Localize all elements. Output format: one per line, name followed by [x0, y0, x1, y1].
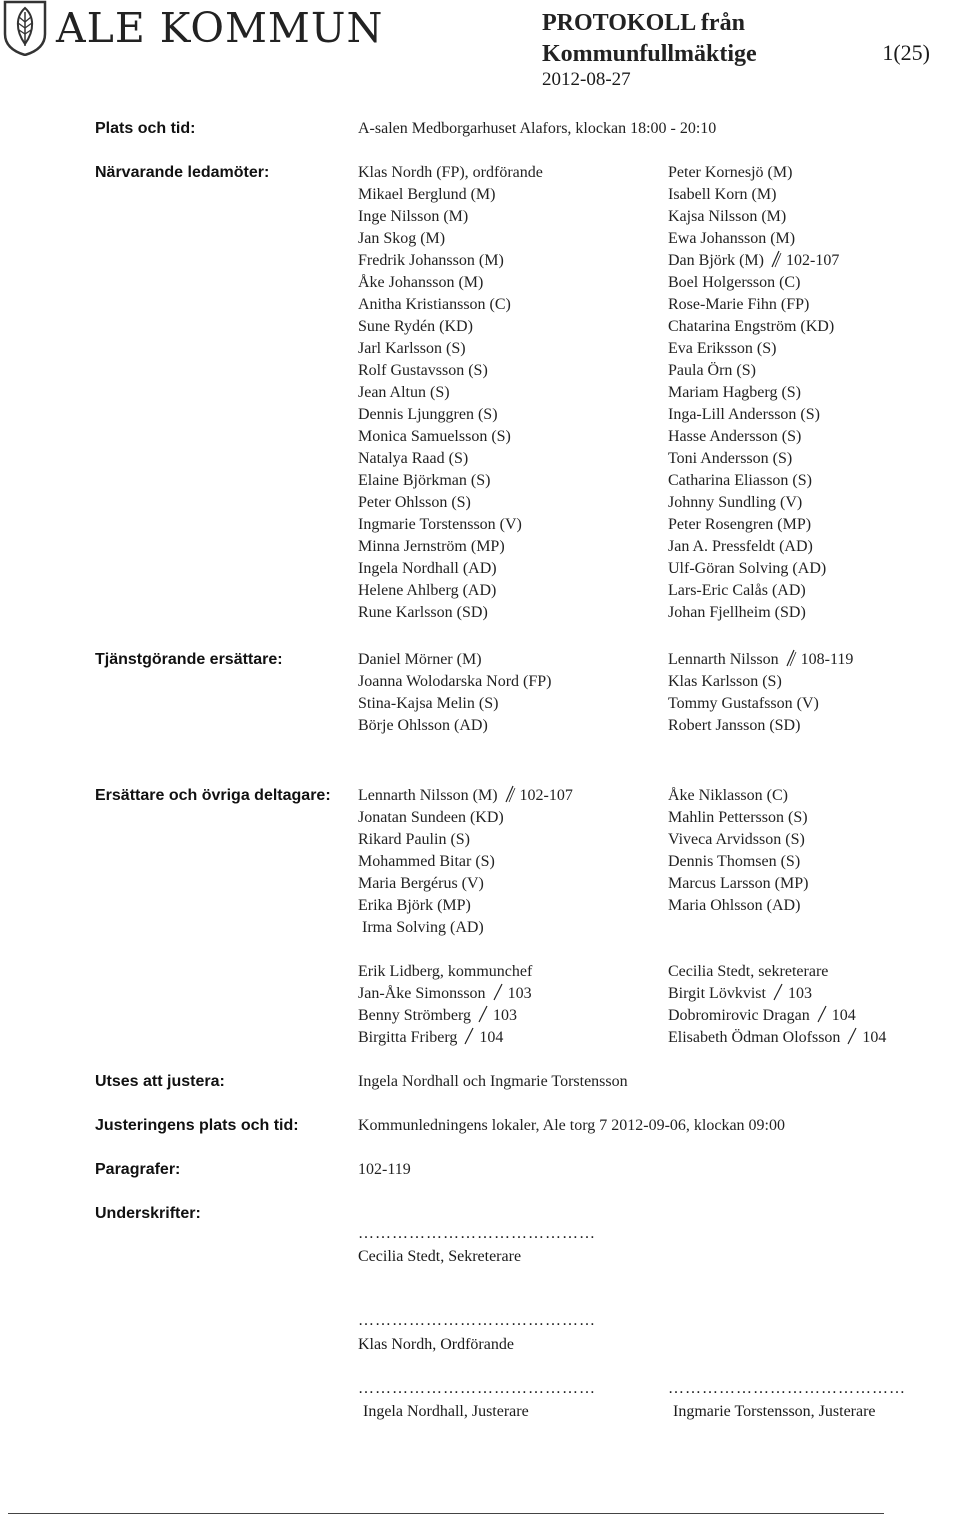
list-item: Erik Lidberg, kommunchef — [358, 963, 533, 980]
list-item: Mariam Hagberg (S) — [668, 384, 801, 401]
others-list-col2 — [668, 785, 808, 917]
paragraph-icon — [477, 1005, 489, 1023]
paragraph-number: 103 — [787, 985, 812, 1002]
list-item: Catharina Eliasson (S) — [668, 472, 812, 489]
list-item: Mohammed Bitar (S) — [358, 853, 495, 870]
members-label: Närvarande ledamöter: — [95, 164, 270, 181]
list-item: Johnny Sundling (V) — [668, 494, 803, 511]
list-item: Rune Karlsson (SD) — [358, 604, 488, 621]
signature-line: …………………………………… — [358, 1380, 596, 1397]
staff-list-col1 — [358, 961, 532, 1049]
list-item: Mikael Berglund (M) — [358, 186, 496, 203]
list-item — [668, 1005, 886, 1027]
paragraphs-label: Paragrafer: — [95, 1161, 181, 1178]
list-item: Åke Johansson (M) — [358, 274, 484, 291]
signature-line: …………………………………… — [358, 1312, 596, 1329]
list-item: Klas Nordh (FP), ordförande — [358, 164, 543, 181]
list-item: Ewa Johansson (M) — [668, 230, 796, 247]
list-item: Maria Bergérus (V) — [358, 875, 484, 892]
place-time-value: A-salen Medborgarhuset Alafors, klockan 18:00 - 20:10 — [358, 120, 717, 137]
paragraph-number: 103 — [507, 985, 532, 1002]
list-item-name: Lennarth Nilsson (M) — [358, 787, 498, 804]
list-item: Daniel Mörner (M) — [358, 651, 482, 668]
signature-line: …………………………………… — [668, 1380, 906, 1397]
list-item: Toni Andersson (S) — [668, 450, 793, 467]
list-item-name: Birgit Lövkvist — [668, 985, 766, 1002]
paragraph-number: 104 — [831, 1007, 856, 1024]
list-item: Inge Nilsson (M) — [358, 208, 469, 225]
protocol-title-line2: Kommunfullmäktige — [542, 41, 757, 67]
list-item: Ulf-Göran Solving (AD) — [668, 560, 827, 577]
list-item: Irma Solving (AD) — [358, 919, 484, 936]
adjust-place-label: Justeringens plats och tid: — [95, 1117, 299, 1134]
list-item — [358, 1005, 532, 1027]
list-item: Sune Rydén (KD) — [358, 318, 473, 335]
list-item-name: Elisabeth Ödman Olofsson — [668, 1029, 841, 1046]
list-item: Åke Niklasson (C) — [668, 787, 788, 804]
paragraph-range: 108-119 — [800, 651, 854, 668]
list-item: Tommy Gustafsson (V) — [668, 695, 819, 712]
list-item: Paula Örn (S) — [668, 362, 756, 379]
list-item — [668, 1027, 886, 1049]
list-item: Cecilia Stedt, sekreterare — [668, 963, 829, 980]
list-item: Ingmarie Torstensson (V) — [358, 516, 522, 533]
signatures-label: Underskrifter: — [95, 1205, 201, 1222]
list-item: Viveca Arvidsson (S) — [668, 831, 805, 848]
list-item: Monica Samuelsson (S) — [358, 428, 511, 445]
list-item-name: Lennarth Nilsson — [668, 651, 779, 668]
footer-divider — [8, 1513, 884, 1514]
list-item: Isabell Korn (M) — [668, 186, 777, 203]
list-item: Jonatan Sundeen (KD) — [358, 809, 504, 826]
list-item: Kajsa Nilsson (M) — [668, 208, 787, 225]
list-item: Jan Skog (M) — [358, 230, 446, 247]
list-item — [358, 785, 573, 807]
list-item: Minna Jernström (MP) — [358, 538, 505, 555]
adjust-label: Utses att justera: — [95, 1073, 225, 1090]
list-item: Rikard Paulin (S) — [358, 831, 470, 848]
list-item: Boel Holgersson (C) — [668, 274, 801, 291]
list-item: Rolf Gustavsson (S) — [358, 362, 488, 379]
list-item-name: Dan Björk (M) — [668, 252, 764, 269]
staff-list-col2 — [668, 961, 886, 1049]
list-item: Dennis Thomsen (S) — [668, 853, 801, 870]
list-item: Marcus Larsson (MP) — [668, 875, 809, 892]
others-list-col1 — [358, 785, 573, 939]
list-item: Mahlin Pettersson (S) — [668, 809, 808, 826]
list-item: Helene Ahlberg (AD) — [358, 582, 497, 599]
page-number: 1(25) — [882, 40, 930, 65]
org-name: ALE KOMMUN — [56, 4, 384, 52]
list-item — [668, 250, 839, 272]
place-time-label: Plats och tid: — [95, 120, 196, 137]
list-item: Johan Fjellheim (SD) — [668, 604, 806, 621]
list-item: Anitha Kristiansson (C) — [358, 296, 511, 313]
list-item: Rose-Marie Fihn (FP) — [668, 296, 810, 313]
list-item: Börje Ohlsson (AD) — [358, 717, 488, 734]
list-item: Chatarina Engström (KD) — [668, 318, 835, 335]
list-item: Erika Björk (MP) — [358, 897, 471, 914]
list-item-name: Birgitta Friberg — [358, 1029, 458, 1046]
paragraph-icon — [846, 1027, 858, 1045]
list-item — [358, 983, 532, 1005]
list-item: Maria Ohlsson (AD) — [668, 897, 801, 914]
paragraph-icon — [770, 250, 782, 268]
paragraph-icon — [492, 983, 504, 1001]
list-item: Ingela Nordhall (AD) — [358, 560, 497, 577]
paragraph-number: 103 — [493, 1007, 518, 1024]
members-list-col2 — [668, 162, 839, 624]
list-item: Peter Rosengren (MP) — [668, 516, 812, 533]
protocol-title-line1: PROTOKOLL från — [542, 10, 745, 36]
substitutes-label: Tjänstgörande ersättare: — [95, 651, 283, 668]
paragraph-icon — [772, 983, 784, 1001]
protocol-title — [542, 8, 757, 70]
list-item: Lars-Eric Calås (AD) — [668, 582, 806, 599]
list-item: Joanna Wolodarska Nord (FP) — [358, 673, 552, 690]
paragraph-number: 104 — [479, 1029, 504, 1046]
adjust-value: Ingela Nordhall och Ingmarie Torstensson — [358, 1073, 628, 1090]
list-item: Jean Altun (S) — [358, 384, 450, 401]
paragraph-icon — [785, 649, 797, 667]
list-item-name: Dobromirovic Dragan — [668, 1007, 810, 1024]
ale-kommun-logo-icon — [2, 0, 48, 56]
signature-adjuster2: Ingmarie Torstensson, Justerare — [673, 1403, 876, 1420]
list-item: Stina-Kajsa Melin (S) — [358, 695, 499, 712]
list-item — [668, 649, 853, 671]
list-item: Inga-Lill Andersson (S) — [668, 406, 820, 423]
list-item: Elaine Björkman (S) — [358, 472, 491, 489]
signature-line: …………………………………… — [358, 1225, 596, 1242]
members-list-col1 — [358, 162, 543, 624]
list-item: Eva Eriksson (S) — [668, 340, 777, 357]
list-item: Klas Karlsson (S) — [668, 673, 782, 690]
signature-secretary: Cecilia Stedt, Sekreterare — [358, 1248, 522, 1265]
list-item-name: Jan-Åke Simonsson — [358, 985, 486, 1002]
signature-adjuster1: Ingela Nordhall, Justerare — [363, 1403, 529, 1420]
list-item: Peter Ohlsson (S) — [358, 494, 471, 511]
substitutes-list-col2 — [668, 649, 853, 737]
paragraph-range: 102-107 — [785, 252, 840, 269]
paragraph-icon — [816, 1005, 828, 1023]
list-item — [668, 983, 886, 1005]
list-item: Jarl Karlsson (S) — [358, 340, 466, 357]
paragraph-icon — [463, 1027, 475, 1045]
signature-chair: Klas Nordh, Ordförande — [358, 1336, 514, 1353]
list-item-name: Benny Strömberg — [358, 1007, 472, 1024]
list-item: Peter Kornesjö (M) — [668, 164, 793, 181]
substitutes-list-col1 — [358, 649, 552, 737]
list-item — [358, 1027, 532, 1049]
others-label: Ersättare och övriga deltagare: — [95, 787, 331, 804]
paragraph-range: 102-107 — [519, 787, 573, 804]
list-item: Fredrik Johansson (M) — [358, 252, 504, 269]
paragraph-number: 104 — [862, 1029, 887, 1046]
paragraphs-value: 102-119 — [358, 1161, 411, 1178]
protocol-date: 2012-08-27 — [542, 69, 631, 90]
list-item: Robert Jansson (SD) — [668, 717, 801, 734]
list-item: Dennis Ljunggren (S) — [358, 406, 498, 423]
list-item: Natalya Raad (S) — [358, 450, 469, 467]
adjust-place-value: Kommunledningens lokaler, Ale torg 7 2012-09-06, klockan 09:00 — [358, 1117, 785, 1134]
list-item: Jan A. Pressfeldt (AD) — [668, 538, 813, 555]
list-item: Hasse Andersson (S) — [668, 428, 802, 445]
paragraph-icon — [504, 785, 516, 803]
